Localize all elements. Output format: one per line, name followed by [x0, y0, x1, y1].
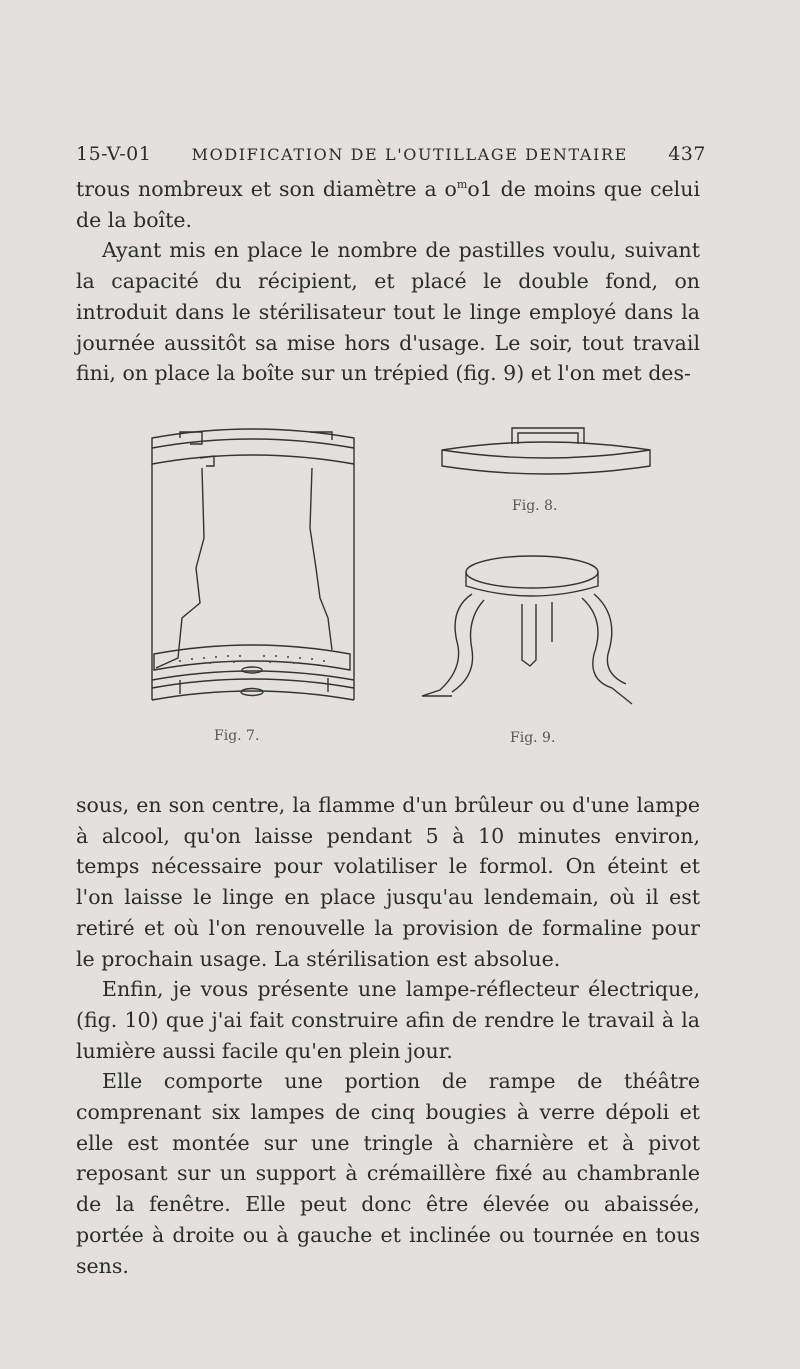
- paragraph-2: Ayant mis en place le nombre de pastilles voulu, suivant la capacité du récipient, et placé le double fond, on introduit dans le stérilisateur tout le linge employé dans la journée aussitôt sa mise hors d'usage. Le soir, tout travail fini, on place la boîte sur un trépied (fig. 9) et l'on met des-: [76, 238, 700, 386]
- text-block-top: [76, 174, 700, 389]
- paragraph-5: Elle comporte une portion de rampe de théâtre comprenant six lampes de cinq bougies à verre dépoli et elle est montée sur une tringle à charnière et à pivot reposant sur un support à crémaillère fixé au chambranle de la fenêtre. Elle peut donc être élevée ou abaissée, portée à droite ou à gauche et inclinée ou tournée en tous sens.: [76, 1069, 700, 1278]
- text-block-bottom: [76, 790, 700, 1281]
- header-date: 15-V-01: [76, 143, 152, 165]
- fig8-lid-illustration: [438, 420, 658, 482]
- paragraph-1: trous nombreux et son diamètre a $o^mo1$ de moins que celui de la boîte.: [76, 177, 700, 232]
- page-number: 437: [668, 143, 706, 165]
- fig8-caption: Fig. 8.: [512, 498, 558, 514]
- running-header: [76, 143, 706, 173]
- fig7-sterilizer-illustration: [140, 418, 365, 718]
- header-title: MODIFICATION DE L'OUTILLAGE DENTAIRE: [191, 145, 628, 164]
- paragraph-4: Enfin, je vous présente une lampe-réflecteur électrique, (fig. 10) que j'ai fait construire afin de rendre le travail à la lumière aussi facile qu'en plein jour.: [76, 977, 700, 1063]
- fig9-tripod-illustration: [412, 550, 642, 710]
- fig7-caption: Fig. 7.: [214, 728, 260, 744]
- fig9-caption: Fig. 9.: [510, 730, 556, 746]
- paragraph-3: sous, en son centre, la flamme d'un brûleur ou d'une lampe à alcool, qu'on laisse pendant 5 à 10 minutes environ, temps nécessaire pour volatiliser le formol. On éteint et l'on laisse le linge en place jusqu'au lendemain, où il est retiré et où l'on renouvelle la provision de formaline pour le prochain usage. La stérilisation est absolue.: [76, 793, 700, 971]
